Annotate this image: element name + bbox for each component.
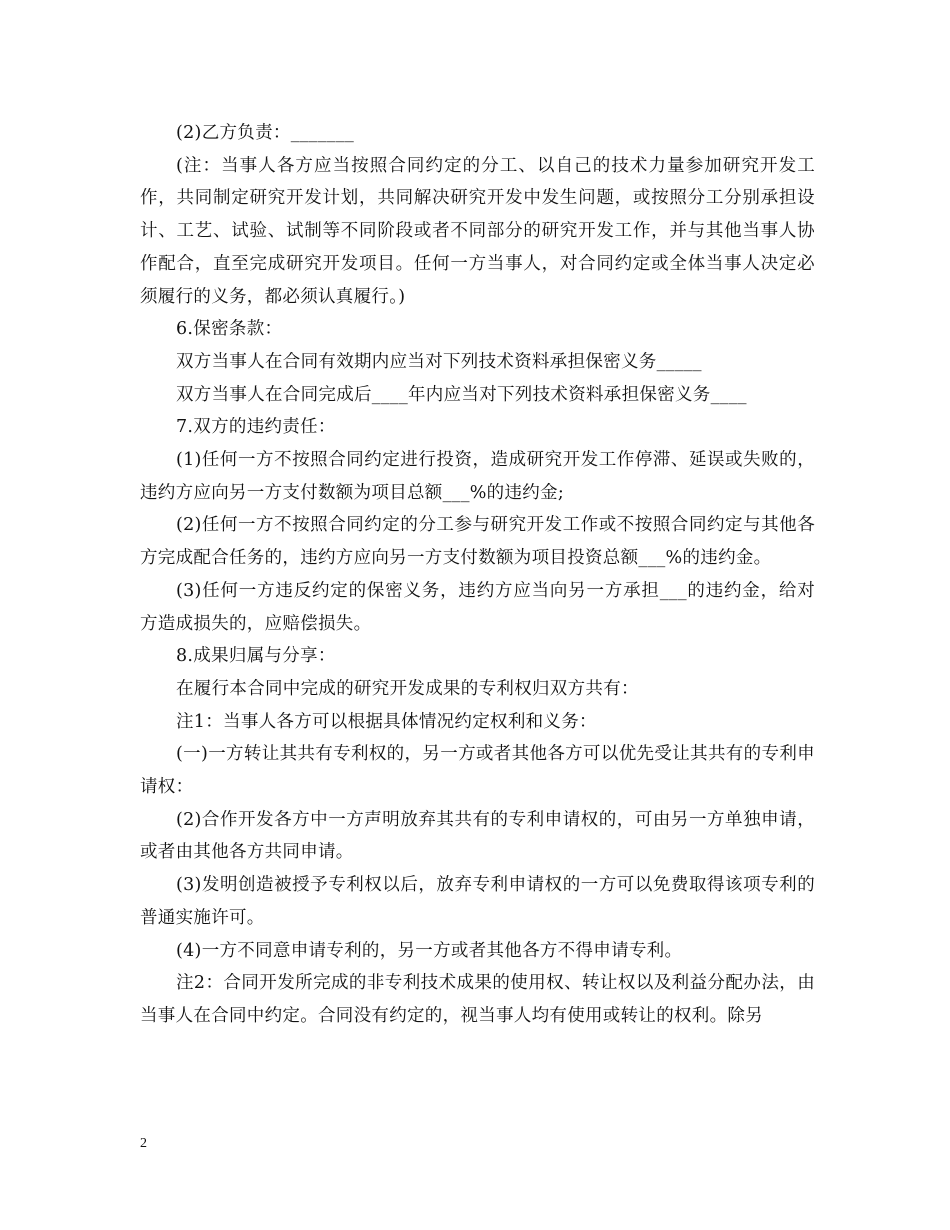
paragraph-liability-3: (3)任何一方违反约定的保密义务，违约方应当向另一方承担___的违约金，给对方造成损失的，应赔偿损失。 [140,580,815,634]
paragraph-confidentiality-term: 双方当事人在合同有效期内应当对下列技术资料承担保密义务_____ [176,351,702,372]
heading-confidentiality: 6.保密条款： [176,319,283,340]
paragraph-liability-2: (2)任何一方不按照合同约定的分工参与研究开发工作或不按照合同约定与其他各方完成配合任务的，违约方应向另一方支付数额为项目投资总额___%的违约金。 [140,515,815,569]
paragraph-party-b-responsibility: (2)乙方负责：_______ [176,123,355,143]
heading-liability: 7.双方的违约责任： [176,417,336,438]
document-body [140,117,815,1033]
paragraph-note-cooperation: (注：当事人各方应当按照合同约定的分工、以自己的技术力量参加研究开发工作，共同制定研究开发计划，共同解决研究开发中发生问题，或按照分工分别承担设计、工艺、试验、试制等不同阶段或者不同部分的研究开发工作，并与其他当事人协作配合，直至完成研究开发项目。任何一方当事人，对合同约定或全体当事人决定必须履行的义务，都必须认真履行。) [140,155,815,307]
heading-results-ownership: 8.成果归属与分享： [176,646,336,667]
paragraph-note-2: 注2：合同开发所完成的非专利技术成果的使用权、转让权以及利益分配办法，由当事人在合同中约定。合同没有约定的，视当事人均有使用或转让的权利。除另 [140,973,815,1026]
paragraph-patent-shared: 在履行本合同中完成的研究开发成果的专利权归双方共有： [176,678,639,699]
paragraph-liability-1: (1)任何一方不按照合同约定进行投资，造成研究开发工作停滞、延误或失败的，违约方应向另一方支付数额为项目总额___%的违约金; [140,450,815,503]
paragraph-note-1-item-2: (2)合作开发各方中一方声明放弃其共有的专利申请权的，可由另一方单独申请，或者由其他各方共同申请。 [140,809,815,863]
paragraph-note-1-item-1: (一)一方转让其共有专利权的，另一方或者其他各方可以优先受让其共有的专利申请权： [140,744,815,798]
page-number: 2 [140,1136,147,1151]
paragraph-note-1: 注1：当事人各方可以根据具体情况约定权利和义务： [176,711,597,732]
paragraph-note-1-item-4: (4)一方不同意申请专利的，另一方或者其他各方不得申请专利。 [176,940,683,961]
paragraph-confidentiality-after: 双方当事人在合同完成后____年内应当对下列技术资料承担保密义务____ [176,384,747,405]
paragraph-note-1-item-3: (3)发明创造被授予专利权以后，放弃专利申请权的一方可以免费取得该项专利的普通实施许可。 [140,875,815,928]
